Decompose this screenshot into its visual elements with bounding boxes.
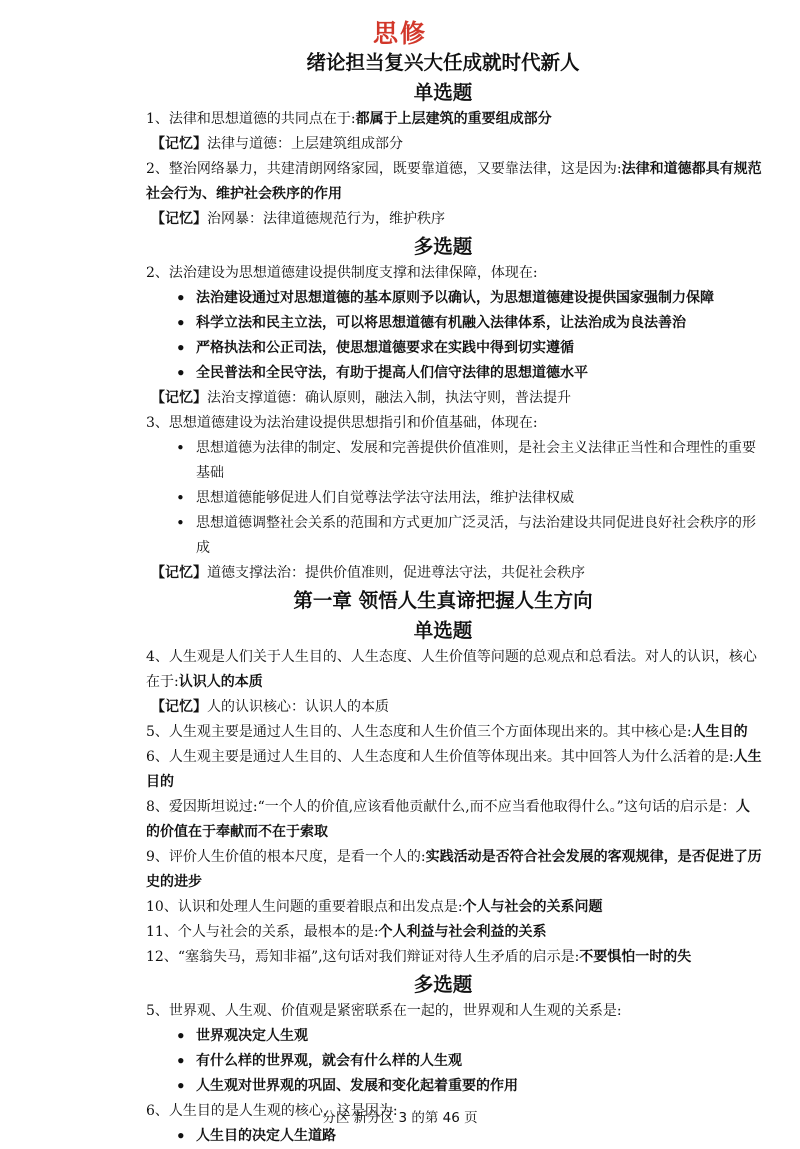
question-2: 2、整治网络暴力，共建清朗网络家园，既要靠道德，又要靠法律，这是因为:法律和道德都具有规范社会行为、维护社会秩序的作用 (146, 161, 762, 202)
answer: 都属于上层建筑的重要组成部分 (355, 111, 552, 127)
list-item: • 法治建设通过对思想道德的基本原则予以确认，为思想道德建设提供国家强制力保障 (176, 286, 762, 311)
question-8: 8、爱因斯坦说过:“一个人的价值,应该看他贡献什么,而不应当看他取得什么。”这句话的启示是：人的价值在于奉献而不在于索取 (146, 799, 750, 840)
question-9: 9、评价人生价值的根本尺度，是看一个人的:实践活动是否符合社会发展的客观规律，是否促进了历史的进步 (146, 849, 762, 890)
answer: 个人利益与社会利益的关系 (378, 924, 547, 940)
question-5: 5、人生观主要是通过人生目的、人生态度和人生价值三个方面体现出来的。其中核心是:人生目的 (146, 724, 748, 740)
section-heading-single: 单选题 (413, 619, 473, 642)
answer: 法律和道德都具有规范社会行为、维护社会秩序的作用 (146, 161, 762, 202)
answer-list (146, 1024, 762, 1099)
answer: 实践活动是否符合社会发展的客观规律，是否促进了历史的进步 (146, 849, 762, 890)
list-item: • 世界观决定人生观 (176, 1024, 762, 1049)
answer-list (146, 1124, 762, 1149)
memo-5: 【记忆】人的认识核心：认识人的本质 (151, 699, 389, 715)
memo-2: 【记忆】治网暴：法律道德规范行为，维护秩序 (151, 211, 445, 227)
subject-title: 思修 (372, 19, 427, 48)
answer-list (146, 286, 762, 386)
list-item: • 思想道德调整社会关系的范围和方式更加广泛灵活，与法治建设共同促进良好社会秩序的形成 (176, 511, 762, 561)
question-11: 11、个人与社会的关系，最根本的是:个人利益与社会利益的关系 (146, 924, 547, 940)
multi-question-5: 5、世界观、人生观、价值观是紧密联系在一起的，世界观和人生观的关系是: (146, 1003, 622, 1019)
answer: 个人与社会的关系问题 (462, 899, 603, 915)
section-heading-single: 单选题 (413, 81, 473, 104)
answer: 人生目的 (691, 724, 748, 740)
memo-4: 【记忆】道德支撑法治：提供价值准则，促进尊法守法，共促社会秩序 (151, 565, 585, 581)
list-item: • 全民普法和全民守法，有助于提高人们信守法律的思想道德水平 (176, 361, 762, 386)
multi-question-2: 2、法治建设为思想道德建设提供制度支撑和法律保障，体现在: (146, 265, 538, 281)
list-item: • 严格执法和公正司法，使思想道德要求在实践中得到切实遵循 (176, 336, 762, 361)
question-6: 6、人生观主要是通过人生目的、人生态度和人生价值等体现出来。其中回答人为什么活着的是:人生目的 (146, 749, 762, 790)
list-item: • 有什么样的世界观，就会有什么样的人生观 (176, 1049, 762, 1074)
memo-1: 【记忆】法律与道德：上层建筑组成部分 (151, 136, 403, 152)
list-item: • 科学立法和民主立法，可以将思想道德有机融入法律体系，让法治成为良法善治 (176, 311, 762, 336)
list-item: • 人生观对世界观的巩固、发展和变化起着重要的作用 (176, 1074, 762, 1099)
question-12: 12、“塞翁失马，焉知非福”,这句话对我们辩证对待人生矛盾的启示是:不要惧怕一时的失 (146, 949, 692, 965)
answer-list (146, 436, 762, 561)
list-item: • 思想道德为法律的制定、发展和完善提供价值准则，是社会主义法律正当性和合理性的重要基础 (176, 436, 762, 486)
answer: 人生目的 (146, 749, 762, 790)
section-heading-multi: 多选题 (413, 973, 473, 996)
section-heading-multi: 多选题 (413, 235, 473, 258)
question-1: 1、法律和思想道德的共同点在于:都属于上层建筑的重要组成部分 (146, 111, 552, 127)
question-4: 4、人生观是人们关于人生目的、人生态度、人生价值等问题的总观点和总看法。对人的认识，核心在于:认识人的本质 (146, 649, 757, 690)
answer: 人的价值在于奉献而不在于索取 (146, 799, 750, 840)
content-area (146, 48, 762, 1149)
page-footer: 分区 新分区 3 的第 46 页 (322, 1110, 478, 1126)
answer: 不要惧怕一时的失 (579, 949, 692, 965)
intro-title: 绪论担当复兴大任成就时代新人 (306, 51, 580, 74)
answer: 认识人的本质 (178, 674, 263, 690)
multi-question-3: 3、思想道德建设为法治建设提供思想指引和价值基础，体现在: (146, 415, 538, 431)
memo-3: 【记忆】法治支撑道德：确认原则，融法入制，执法守则，普法提升 (151, 390, 571, 406)
list-item: • 思想道德能够促进人们自觉尊法学法守法用法，维护法律权威 (176, 486, 762, 511)
chapter-1-title: 第一章 领悟人生真谛把握人生方向 (293, 589, 593, 612)
question-10: 10、认识和处理人生问题的重要着眼点和出发点是:个人与社会的关系问题 (146, 899, 603, 915)
list-item: • 人生目的决定人生道路 (176, 1124, 762, 1149)
multi-question-6: 6、人生目的是人生观的核心，这是因为: (146, 1103, 398, 1119)
